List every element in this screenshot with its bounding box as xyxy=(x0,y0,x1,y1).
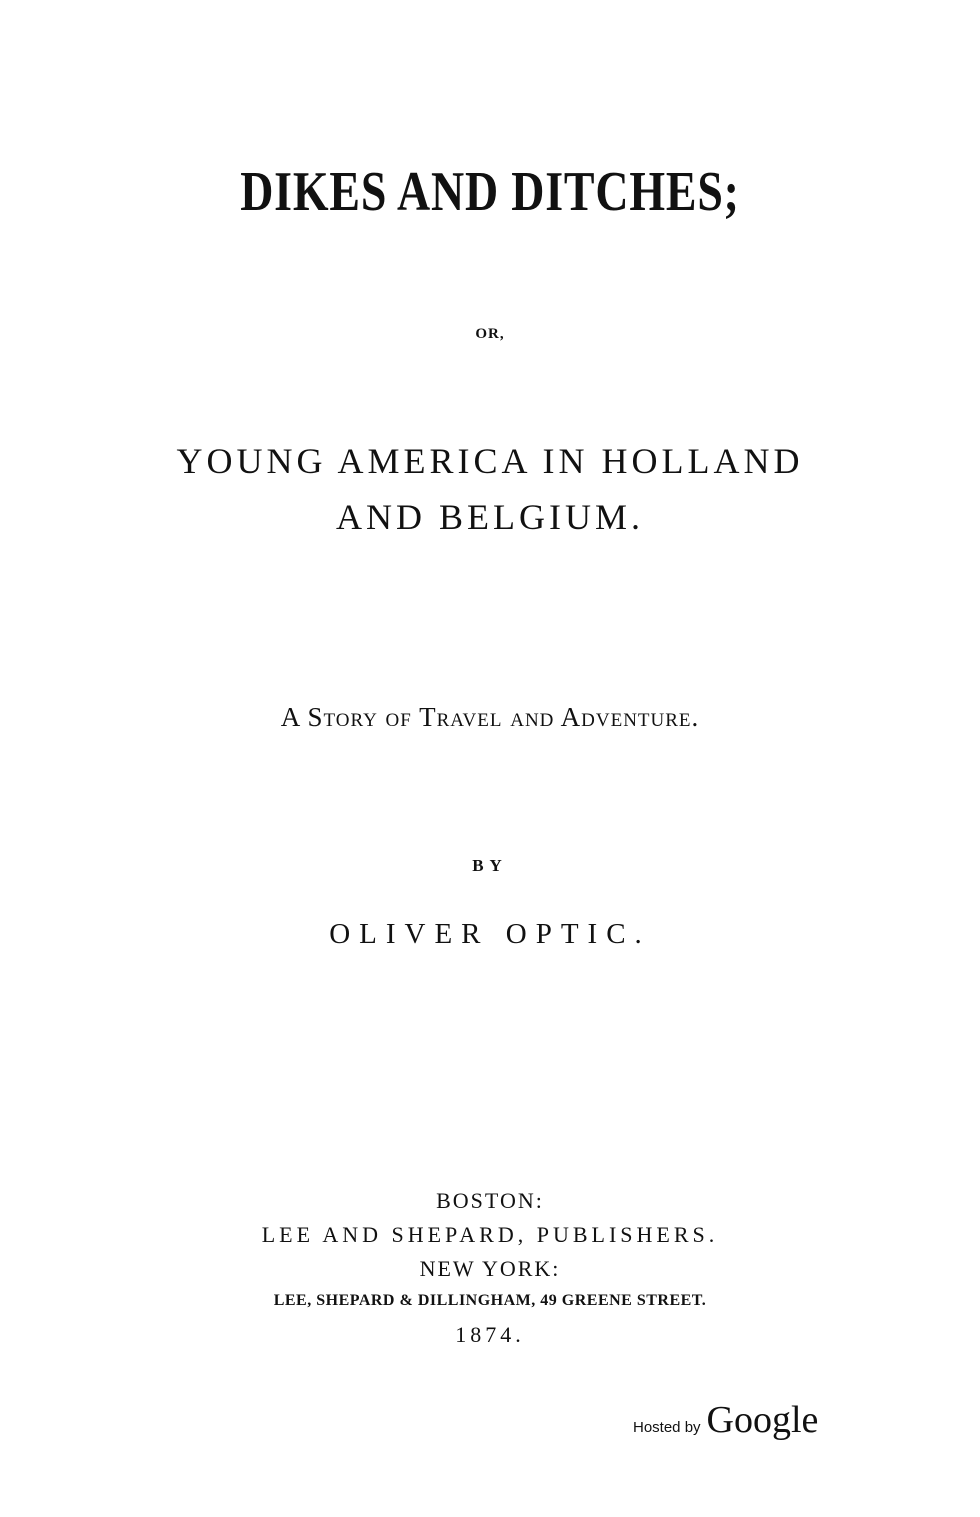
by-label: BY xyxy=(472,856,508,875)
imprint-address: LEE, SHEPARD & DILLINGHAM, 49 GREENE STREET. xyxy=(273,1292,707,1309)
imprint-year: 1874. xyxy=(455,1322,525,1347)
tagline: A Story of Travel and Adventure. xyxy=(280,702,700,732)
imprint-city-new-york: NEW YORK: xyxy=(419,1256,561,1281)
hosted-by-badge xyxy=(633,1398,818,1442)
subtitle-line-1: YOUNG AMERICA IN HOLLAND xyxy=(176,441,804,481)
author-name: OLIVER OPTIC. xyxy=(329,918,651,950)
imprint-city-boston: BOSTON: xyxy=(436,1188,544,1213)
subtitle-line-2: AND BELGIUM. xyxy=(336,497,644,537)
book-title: DIKES AND DITCHES; xyxy=(240,161,740,223)
imprint-publisher: LEE AND SHEPARD, PUBLISHERS. xyxy=(261,1222,719,1247)
hosted-by-label: Hosted by xyxy=(633,1419,701,1436)
google-logo: Google xyxy=(706,1399,819,1441)
title-connector: OR, xyxy=(475,326,505,342)
